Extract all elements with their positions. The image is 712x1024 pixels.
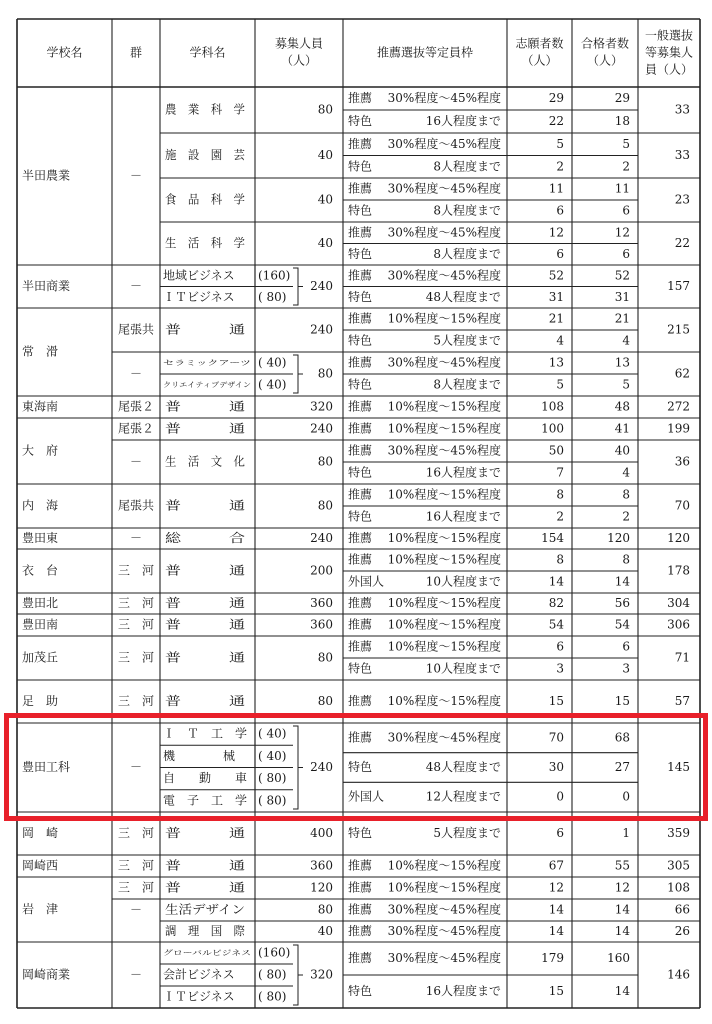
passed-7-1: 14 bbox=[614, 574, 630, 589]
general-15-2: 26 bbox=[674, 924, 690, 938]
passed-3-0: 48 bbox=[614, 399, 630, 414]
group-10: 三 河 bbox=[117, 650, 155, 665]
quota-type-2-0-1: 特色 bbox=[348, 333, 373, 348]
applicants-7-1: 14 bbox=[548, 574, 564, 589]
quota-type-5-0: 推薦 bbox=[348, 487, 373, 502]
school-6: 豊田東 bbox=[22, 531, 59, 545]
capacity-5: 80 bbox=[317, 498, 333, 513]
capacity-0-2: 40 bbox=[317, 192, 333, 207]
sub-dept-12-0: Ｉ Ｔ 工 学 bbox=[163, 726, 248, 741]
capacity-14: 360 bbox=[310, 858, 333, 873]
capacity-2-1: 80 bbox=[317, 366, 333, 381]
quota-range-0-1-1: 8人程度まで bbox=[433, 159, 501, 174]
capacity-15-0: 120 bbox=[310, 880, 333, 895]
dept-5: 普 通 bbox=[165, 498, 245, 513]
sub-dept-cap-12-3: ( 80) bbox=[258, 793, 287, 808]
passed-16-0: 160 bbox=[607, 951, 630, 965]
general-4-0: 199 bbox=[667, 421, 690, 436]
general-0-2: 23 bbox=[674, 192, 690, 207]
quota-range-3-0: 10%程度～15%程度 bbox=[387, 399, 501, 414]
sub-bracket-16 bbox=[293, 945, 303, 1005]
school-5: 内 海 bbox=[22, 498, 59, 513]
header-school: 学校名 bbox=[46, 45, 83, 60]
quota-range-2-0-1: 5人程度まで bbox=[433, 333, 501, 348]
sub-bracket-1 bbox=[293, 268, 303, 305]
quota-range-10-1: 10人程度まで bbox=[425, 661, 501, 676]
applicants-0-2-1: 6 bbox=[556, 203, 564, 218]
applicants-0-3-1: 6 bbox=[556, 246, 564, 261]
quota-range-6-0: 10%程度～15%程度 bbox=[387, 531, 501, 545]
passed-0-0-0: 29 bbox=[614, 91, 630, 105]
passed-1-0: 52 bbox=[614, 268, 630, 283]
dept-7: 普 通 bbox=[165, 563, 245, 578]
passed-4-0-0: 41 bbox=[614, 421, 630, 436]
general-14: 305 bbox=[667, 858, 690, 873]
dept-2-0: 普 通 bbox=[165, 322, 245, 337]
passed-5-1: 2 bbox=[622, 509, 630, 524]
passed-0-2-1: 6 bbox=[622, 203, 630, 218]
general-5: 70 bbox=[674, 498, 690, 513]
dept-0-0: 農 業 科 学 bbox=[165, 102, 250, 117]
dept-3: 普 通 bbox=[165, 399, 245, 414]
group-14: 三 河 bbox=[117, 858, 155, 873]
quota-type-0-2-0: 推薦 bbox=[348, 181, 373, 196]
header-dept: 学科名 bbox=[189, 45, 226, 60]
header-group: 群 bbox=[129, 45, 143, 60]
applicants-0-0-0: 29 bbox=[548, 91, 564, 105]
sub-dept-cap-2-1-1: ( 40) bbox=[258, 377, 287, 392]
quota-range-2-1-1: 8人程度まで bbox=[433, 377, 501, 392]
dept-15-2: 調 理 国 際 bbox=[165, 924, 250, 938]
school-11: 足 助 bbox=[22, 694, 59, 708]
quota-range-12-0: 30%程度～45%程度 bbox=[387, 730, 501, 745]
capacity-9: 360 bbox=[310, 617, 333, 632]
quota-type-16-0: 推薦 bbox=[348, 951, 373, 965]
passed-15-1-0: 14 bbox=[614, 902, 630, 917]
sub-dept-cap-12-1: ( 40) bbox=[258, 748, 287, 763]
quota-range-4-1-0: 30%程度～45%程度 bbox=[387, 443, 501, 458]
quota-type-12-0: 推薦 bbox=[348, 730, 373, 745]
header-applicants-unit: （人） bbox=[521, 53, 558, 68]
quota-type-1-0: 推薦 bbox=[348, 268, 373, 283]
capacity-1: 240 bbox=[310, 279, 333, 293]
quota-type-0-0-0: 推薦 bbox=[348, 91, 373, 105]
quota-range-8-0: 10%程度～15%程度 bbox=[387, 596, 501, 610]
applicants-1-0: 52 bbox=[548, 268, 564, 283]
quota-type-6-0: 推薦 bbox=[348, 531, 373, 545]
quota-type-16-1: 特色 bbox=[348, 984, 373, 998]
quota-type-2-0-0: 推薦 bbox=[348, 311, 373, 326]
applicants-2-0-0: 21 bbox=[548, 311, 564, 326]
applicants-2-1-0: 13 bbox=[548, 355, 564, 370]
quota-range-5-0: 10%程度～15%程度 bbox=[387, 487, 501, 502]
passed-16-1: 14 bbox=[614, 984, 630, 998]
applicants-7-0: 8 bbox=[556, 552, 564, 567]
quota-type-2-1-1: 特色 bbox=[348, 377, 373, 392]
dept-4-1: 生 活 文 化 bbox=[165, 454, 250, 469]
quota-type-4-0-0: 推薦 bbox=[348, 421, 373, 436]
school-13: 岡 崎 bbox=[22, 826, 59, 840]
applicants-16-0: 179 bbox=[541, 951, 564, 965]
quota-type-10-0: 推薦 bbox=[348, 639, 373, 654]
capacity-15-1: 80 bbox=[317, 902, 333, 917]
quota-range-2-0-0: 10%程度～15%程度 bbox=[387, 311, 501, 326]
header-general-2: 等募集人 bbox=[644, 45, 694, 60]
quota-range-11-0: 10%程度～15%程度 bbox=[387, 694, 501, 708]
quota-range-4-0-0: 10%程度～15%程度 bbox=[387, 421, 501, 436]
applicants-0-3-0: 12 bbox=[548, 225, 564, 240]
passed-6-0: 120 bbox=[607, 531, 630, 545]
passed-5-0: 8 bbox=[622, 487, 630, 502]
header-general: 一般選抜 bbox=[644, 28, 694, 43]
group-15-1: － bbox=[129, 902, 143, 917]
dept-6: 総 合 bbox=[165, 531, 226, 545]
passed-10-0: 6 bbox=[622, 639, 630, 654]
sub-dept-cap-2-1-0: ( 40) bbox=[258, 355, 287, 370]
passed-15-0-0: 12 bbox=[614, 880, 630, 895]
quota-type-12-2: 外国人 bbox=[348, 789, 385, 804]
general-16: 146 bbox=[667, 967, 690, 982]
general-15-0: 108 bbox=[667, 880, 690, 895]
quota-range-0-0-0: 30%程度～45%程度 bbox=[387, 91, 501, 105]
capacity-2-0: 240 bbox=[310, 322, 333, 337]
quota-range-0-3-1: 8人程度まで bbox=[433, 246, 501, 261]
sub-dept-cap-16-1: ( 80) bbox=[258, 967, 287, 982]
passed-12-2: 0 bbox=[622, 789, 630, 804]
capacity-12: 240 bbox=[310, 760, 333, 774]
group-4-0: 尾張２ bbox=[117, 421, 155, 436]
applicants-13-0: 6 bbox=[556, 826, 564, 840]
sub-bracket-12 bbox=[293, 726, 303, 809]
sub-bracket-2-1 bbox=[293, 355, 303, 393]
passed-4-1-0: 40 bbox=[614, 443, 630, 458]
quota-range-4-1-1: 16人程度まで bbox=[425, 465, 501, 480]
quota-range-7-0: 10%程度～15%程度 bbox=[387, 552, 501, 567]
applicants-5-1: 2 bbox=[556, 509, 564, 524]
applicants-12-2: 0 bbox=[556, 789, 564, 804]
quota-type-0-3-1: 特色 bbox=[348, 246, 373, 261]
sub-dept-2-1-1: クリエイティブデザイン bbox=[163, 381, 239, 389]
dept-4-0: 普 通 bbox=[165, 421, 245, 436]
header-capacity: 募集人員 bbox=[274, 36, 324, 51]
applicants-2-1-1: 5 bbox=[556, 377, 564, 392]
passed-0-3-1: 6 bbox=[622, 246, 630, 261]
group-4-1: － bbox=[129, 454, 143, 469]
quota-range-15-0-0: 10%程度～15%程度 bbox=[387, 880, 501, 895]
sub-dept-cap-1-1: ( 80) bbox=[258, 289, 287, 304]
school-2: 常 滑 bbox=[22, 344, 59, 359]
applicants-14-0: 67 bbox=[548, 858, 564, 873]
general-9: 306 bbox=[667, 617, 690, 632]
general-0-3: 22 bbox=[674, 236, 690, 250]
school-16: 岡崎商業 bbox=[22, 967, 71, 982]
quota-type-10-1: 特色 bbox=[348, 661, 373, 676]
passed-12-0: 68 bbox=[614, 730, 630, 745]
group-15-0: 三 河 bbox=[117, 880, 155, 895]
quota-range-0-1-0: 30%程度～45%程度 bbox=[387, 136, 501, 151]
applicants-4-0-0: 100 bbox=[541, 421, 564, 436]
passed-0-1-1: 2 bbox=[622, 159, 630, 174]
quota-range-15-1-0: 30%程度～45%程度 bbox=[387, 902, 501, 917]
passed-7-0: 8 bbox=[622, 552, 630, 567]
header-general-3: 員（人） bbox=[644, 62, 694, 77]
capacity-8: 360 bbox=[310, 596, 333, 610]
applicants-8-0: 82 bbox=[548, 596, 564, 610]
sub-dept-12-3: 電 子 工 学 bbox=[163, 793, 248, 808]
general-12: 145 bbox=[667, 760, 690, 774]
group-11: 三 河 bbox=[117, 694, 155, 708]
capacity-16: 320 bbox=[310, 967, 333, 982]
quota-type-12-1: 特色 bbox=[348, 760, 373, 774]
sub-dept-cap-12-2: ( 80) bbox=[258, 771, 287, 786]
capacity-11: 80 bbox=[317, 694, 333, 708]
quota-type-13-0: 特色 bbox=[348, 826, 373, 840]
capacity-15-2: 40 bbox=[317, 924, 333, 938]
passed-8-0: 56 bbox=[614, 596, 630, 610]
general-2-1: 62 bbox=[674, 366, 690, 381]
header-capacity-unit: （人） bbox=[280, 53, 318, 68]
quota-range-1-0: 30%程度～45%程度 bbox=[387, 268, 501, 283]
school-14: 岡崎西 bbox=[22, 858, 59, 873]
school-4: 大 府 bbox=[22, 443, 59, 458]
quota-range-5-1: 16人程度まで bbox=[425, 509, 501, 524]
quota-type-0-2-1: 特色 bbox=[348, 203, 373, 218]
quota-type-11-0: 推薦 bbox=[348, 694, 373, 708]
sub-dept-12-2: 自 動 車 bbox=[163, 771, 248, 786]
quota-range-13-0: 5人程度まで bbox=[433, 826, 501, 840]
applicants-0-1-1: 2 bbox=[556, 159, 564, 174]
applicants-3-0: 108 bbox=[541, 399, 564, 414]
applicants-9-0: 54 bbox=[548, 617, 564, 632]
school-8: 豊田北 bbox=[22, 596, 59, 610]
school-12: 豊田工科 bbox=[22, 760, 71, 774]
capacity-4-0: 240 bbox=[310, 421, 333, 436]
general-6: 120 bbox=[667, 531, 690, 545]
quota-type-4-1-0: 推薦 bbox=[348, 443, 373, 458]
quota-range-1-1: 48人程度まで bbox=[425, 289, 501, 304]
quota-type-15-2-0: 推薦 bbox=[348, 924, 373, 938]
header-passed-unit: （人） bbox=[586, 53, 624, 68]
capacity-0-3: 40 bbox=[317, 236, 333, 250]
passed-0-2-0: 11 bbox=[614, 181, 630, 196]
passed-1-1: 31 bbox=[614, 289, 630, 304]
capacity-10: 80 bbox=[317, 650, 333, 665]
applicants-15-1-0: 14 bbox=[548, 902, 564, 917]
sub-dept-2-1-0: セラミックアーツ bbox=[163, 359, 251, 367]
quota-range-16-0: 30%程度～45%程度 bbox=[387, 951, 501, 965]
quota-type-4-1-1: 特色 bbox=[348, 465, 373, 480]
capacity-3: 320 bbox=[310, 399, 333, 414]
sub-dept-1-1: ＩＴビジネス bbox=[163, 289, 235, 304]
dept-11: 普 通 bbox=[165, 694, 245, 708]
passed-2-0-0: 21 bbox=[614, 311, 630, 326]
general-3: 272 bbox=[667, 399, 690, 414]
applicants-15-2-0: 14 bbox=[548, 924, 564, 938]
passed-0-1-0: 5 bbox=[622, 136, 630, 151]
group-2-1: － bbox=[129, 366, 143, 381]
passed-4-1-1: 4 bbox=[622, 465, 630, 480]
applicants-12-1: 30 bbox=[548, 760, 564, 774]
general-7: 178 bbox=[667, 563, 690, 578]
capacity-7: 200 bbox=[310, 563, 333, 578]
group-7: 三 河 bbox=[117, 563, 155, 578]
applicants-11-0: 15 bbox=[548, 694, 564, 708]
passed-9-0: 54 bbox=[614, 617, 630, 632]
quota-range-0-3-0: 30%程度～45%程度 bbox=[387, 225, 501, 240]
sub-dept-16-2: ＩＴビジネス bbox=[163, 989, 235, 1004]
quota-type-0-0-1: 特色 bbox=[348, 114, 373, 128]
applicants-4-1-1: 7 bbox=[556, 465, 564, 480]
sub-dept-16-1: 会計ビジネス bbox=[163, 967, 235, 982]
capacity-0-1: 40 bbox=[317, 148, 333, 162]
dept-8: 普 通 bbox=[165, 596, 245, 610]
quota-type-15-1-0: 推薦 bbox=[348, 902, 373, 917]
school-7: 衣 台 bbox=[22, 563, 59, 578]
sub-dept-cap-16-0: (160) bbox=[258, 945, 291, 960]
quota-range-10-0: 10%程度～15%程度 bbox=[387, 639, 501, 654]
capacity-4-1: 80 bbox=[317, 454, 333, 469]
group-13: 三 河 bbox=[117, 826, 155, 840]
group-1: － bbox=[129, 279, 143, 293]
dept-14: 普 通 bbox=[165, 858, 245, 873]
dept-15-1: 生活デザイン bbox=[165, 902, 237, 917]
applicants-5-0: 8 bbox=[556, 487, 564, 502]
school-3: 東海南 bbox=[22, 399, 59, 414]
applicants-10-0: 6 bbox=[556, 639, 564, 654]
passed-13-0: 1 bbox=[622, 826, 630, 840]
quota-type-7-1: 外国人 bbox=[348, 574, 385, 589]
capacity-0-0: 80 bbox=[317, 102, 333, 117]
school-15: 岩 津 bbox=[22, 902, 59, 916]
school-9: 豊田南 bbox=[22, 617, 59, 632]
quota-range-15-2-0: 30%程度～45%程度 bbox=[387, 924, 501, 938]
general-15-1: 66 bbox=[674, 902, 690, 917]
quota-type-15-0-0: 推薦 bbox=[348, 880, 373, 895]
passed-14-0: 55 bbox=[614, 858, 630, 873]
applicants-1-1: 31 bbox=[548, 289, 564, 304]
applicants-0-2-0: 11 bbox=[548, 181, 564, 196]
general-11: 57 bbox=[674, 694, 690, 708]
dept-0-3: 生 活 科 学 bbox=[165, 236, 250, 250]
applicants-0-1-0: 5 bbox=[556, 136, 564, 151]
quota-range-12-2: 12人程度まで bbox=[425, 789, 501, 804]
general-0-1: 33 bbox=[674, 148, 690, 162]
group-8: 三 河 bbox=[117, 596, 155, 610]
sub-dept-cap-1-0: (160) bbox=[258, 268, 291, 283]
quota-type-3-0: 推薦 bbox=[348, 399, 373, 414]
group-6: － bbox=[129, 531, 143, 545]
group-16: － bbox=[129, 967, 143, 982]
applicants-0-0-1: 22 bbox=[548, 114, 564, 128]
quota-range-0-2-0: 30%程度～45%程度 bbox=[387, 181, 501, 196]
sub-dept-12-1: 機 械 bbox=[163, 748, 236, 763]
applicants-10-1: 3 bbox=[556, 661, 564, 676]
general-8: 304 bbox=[667, 596, 690, 610]
quota-range-0-0-1: 16人程度まで bbox=[425, 114, 501, 128]
quota-range-7-1: 10人程度まで bbox=[425, 574, 501, 589]
header-applicants: 志願者数 bbox=[515, 36, 564, 51]
quota-type-0-1-0: 推薦 bbox=[348, 136, 373, 151]
school-0: 半田農業 bbox=[22, 168, 71, 183]
sub-dept-cap-16-2: ( 80) bbox=[258, 989, 287, 1004]
general-0-0: 33 bbox=[674, 102, 690, 117]
quota-range-12-1: 48人程度まで bbox=[425, 760, 501, 774]
passed-2-1-1: 5 bbox=[622, 377, 630, 392]
group-2-0: 尾張共 bbox=[117, 322, 155, 337]
dept-13: 普 通 bbox=[165, 826, 245, 840]
quota-range-9-0: 10%程度～15%程度 bbox=[387, 617, 501, 632]
sub-dept-16-0: グローバルビジネス bbox=[163, 949, 251, 957]
passed-2-1-0: 13 bbox=[614, 355, 630, 370]
applicants-16-1: 15 bbox=[548, 984, 564, 998]
quota-type-7-0: 推薦 bbox=[348, 552, 373, 567]
capacity-13: 400 bbox=[310, 826, 333, 840]
applicants-6-0: 154 bbox=[541, 531, 564, 545]
passed-12-1: 27 bbox=[614, 760, 630, 774]
sub-dept-1-0: 地域ビジネス bbox=[163, 268, 235, 283]
group-0: － bbox=[129, 168, 143, 183]
group-5: 尾張共 bbox=[117, 498, 155, 513]
quota-type-9-0: 推薦 bbox=[348, 617, 373, 632]
group-12: － bbox=[129, 760, 143, 774]
general-4-1: 36 bbox=[674, 454, 690, 469]
quota-type-0-3-0: 推薦 bbox=[348, 225, 373, 240]
capacity-6: 240 bbox=[310, 531, 333, 545]
quota-type-8-0: 推薦 bbox=[348, 596, 373, 610]
school-1: 半田商業 bbox=[22, 279, 71, 293]
sub-dept-cap-12-0: ( 40) bbox=[258, 726, 287, 741]
dept-9: 普 通 bbox=[165, 617, 245, 632]
quota-range-16-1: 16人程度まで bbox=[425, 984, 501, 998]
quota-range-2-1-0: 30%程度～45%程度 bbox=[387, 355, 501, 370]
group-3: 尾張２ bbox=[117, 399, 155, 414]
passed-0-3-0: 12 bbox=[614, 225, 630, 240]
passed-2-0-1: 4 bbox=[622, 333, 630, 348]
dept-0-2: 食 品 科 学 bbox=[165, 192, 250, 207]
passed-15-2-0: 14 bbox=[614, 924, 630, 938]
dept-15-0: 普 通 bbox=[165, 880, 245, 895]
quota-type-1-1: 特色 bbox=[348, 289, 373, 304]
applicants-2-0-1: 4 bbox=[556, 333, 564, 348]
general-1: 157 bbox=[667, 279, 690, 293]
quota-type-0-1-1: 特色 bbox=[348, 159, 373, 174]
passed-11-0: 15 bbox=[614, 694, 630, 708]
applicants-15-0-0: 12 bbox=[548, 880, 564, 895]
general-10: 71 bbox=[674, 650, 690, 665]
passed-10-1: 3 bbox=[622, 661, 630, 676]
passed-0-0-1: 18 bbox=[614, 114, 630, 128]
quota-type-5-1: 特色 bbox=[348, 509, 373, 524]
school-10: 加茂丘 bbox=[22, 650, 59, 665]
quota-range-14-0: 10%程度～15%程度 bbox=[387, 858, 501, 873]
applicants-12-0: 70 bbox=[548, 730, 564, 745]
quota-type-14-0: 推薦 bbox=[348, 858, 373, 873]
applicants-4-1-0: 50 bbox=[548, 443, 564, 458]
header-passed: 合格者数 bbox=[580, 36, 630, 51]
quota-type-2-1-0: 推薦 bbox=[348, 355, 373, 370]
general-13: 359 bbox=[667, 826, 690, 840]
dept-0-1: 施 設 園 芸 bbox=[165, 148, 245, 162]
dept-10: 普 通 bbox=[165, 650, 245, 665]
group-9: 三 河 bbox=[117, 617, 155, 632]
general-2-0: 215 bbox=[667, 322, 690, 337]
header-quota: 推薦選抜等定員枠 bbox=[376, 45, 474, 60]
quota-range-0-2-1: 8人程度まで bbox=[433, 203, 501, 218]
